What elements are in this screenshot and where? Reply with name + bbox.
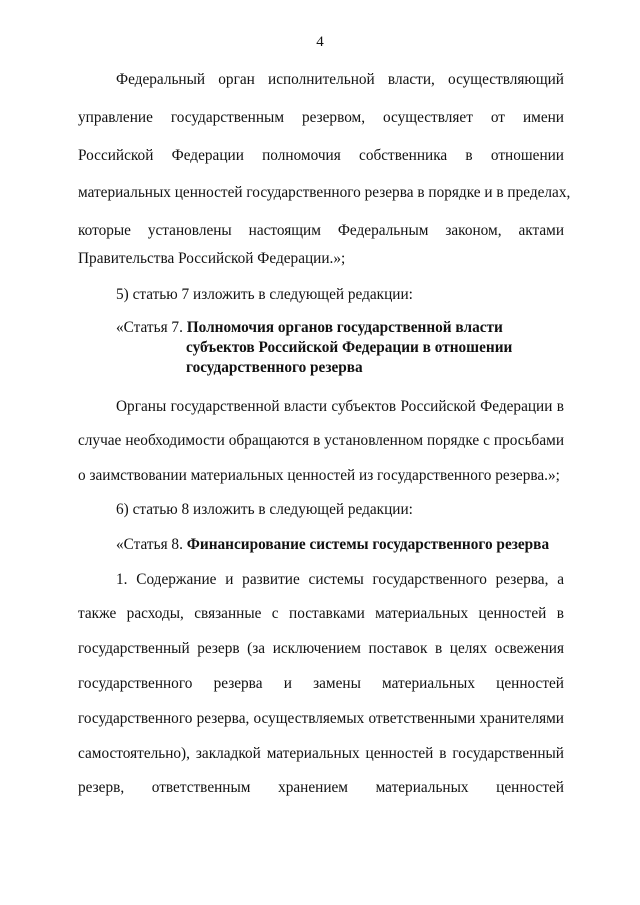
text-line: материальных ценностей государственного резерва в порядке и в пределах, (78, 184, 571, 201)
text-line: самостоятельно), закладкой материальных ценностей в государственный (78, 745, 564, 762)
text-line: также расходы, связанные с поставками материальных ценностей в (78, 605, 564, 622)
article-7-title: Полномочия органов государственной власти (186, 319, 503, 336)
text-line: государственного резерва, осуществляемых ответственными хранителями (78, 710, 564, 727)
text-line: о заимствовании материальных ценностей из государственного резерва.»; (78, 467, 560, 484)
text-line: 6) статью 8 изложить в следующей редакции: (116, 501, 413, 518)
text-line: резерв, ответственным хранением материальных ценностей (78, 779, 564, 796)
text-line: Правительства Российской Федерации.»; (78, 250, 346, 267)
text-line: управление государственным резервом, осуществляет от имени (78, 109, 564, 126)
text-line: 1. Содержание и развитие системы государственного резерва, а (116, 571, 564, 588)
article-7-prefix: «Статья 7. (116, 319, 183, 336)
heading-line: государственного резерва (186, 359, 363, 376)
text-line: государственный резерв (за исключением поставок в целях освежения (78, 640, 564, 657)
text-line: Российской Федерации полномочия собственника в отношении (78, 147, 564, 164)
heading-line (78, 318, 602, 338)
article-8-prefix: «Статья 8. (116, 536, 183, 553)
text-line: Органы государственной власти субъектов Российской Федерации в (116, 398, 564, 415)
heading-line (78, 535, 602, 555)
page-number: 4 (316, 34, 324, 50)
heading-line: субъектов Российской Федерации в отношении (186, 339, 513, 356)
text-line: 5) статью 7 изложить в следующей редакции: (116, 286, 413, 303)
text-line: государственного резерва и замены материальных ценностей (78, 675, 564, 692)
article-8-title: Финансирование системы государственного резерва (186, 536, 550, 553)
text-line: случае необходимости обращаются в установленном порядке с просьбами (78, 432, 564, 449)
text-line: Федеральный орган исполнительной власти, осуществляющий (116, 71, 564, 88)
text-line: которые установлены настоящим Федеральным законом, актами (78, 222, 564, 239)
